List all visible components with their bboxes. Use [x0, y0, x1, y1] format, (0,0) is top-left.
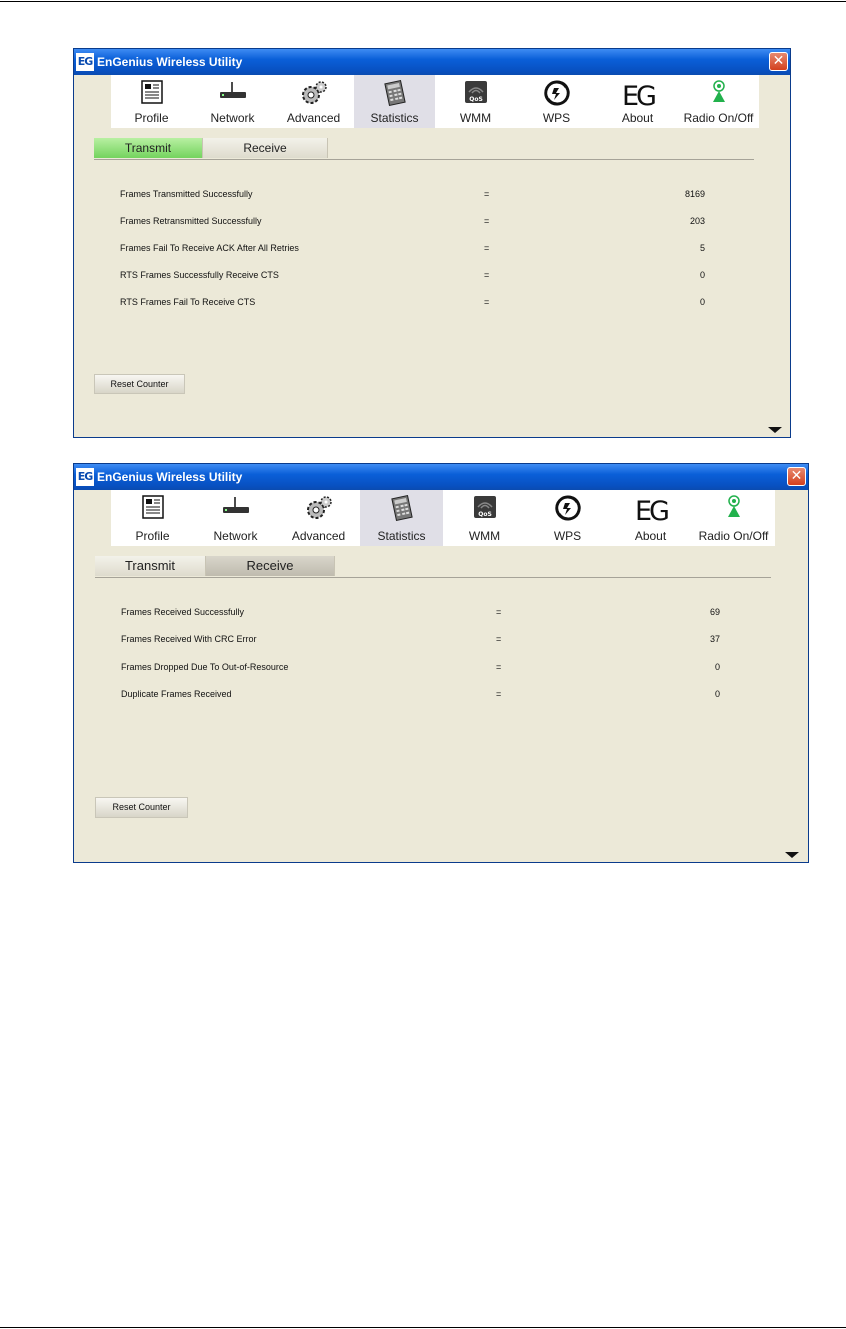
app-logo-icon: EG	[76, 468, 94, 486]
calculator-icon	[391, 495, 413, 521]
wmm-badge-text: QoS	[468, 96, 483, 103]
toolbar-profile-label: Profile	[134, 111, 169, 125]
stat-value: 8169	[684, 189, 705, 199]
stat-value: 0	[699, 270, 705, 280]
main-toolbar	[111, 75, 759, 128]
calculator-icon	[384, 80, 406, 106]
stat-equals: =	[496, 607, 502, 617]
tab-divider	[94, 159, 754, 160]
stat-label: RTS Frames Fail To Receive CTS	[120, 297, 256, 307]
toolbar-statistics-label: Statistics	[370, 111, 419, 125]
close-button[interactable]: ✕	[787, 467, 806, 486]
tab-receive[interactable]: Receive	[203, 138, 328, 158]
stat-label: Duplicate Frames Received	[121, 689, 232, 699]
tab-divider	[95, 577, 771, 578]
stat-equals: =	[484, 189, 490, 199]
toolbar-network-button[interactable]	[194, 490, 277, 546]
toolbar-statistics-button[interactable]	[354, 75, 435, 128]
wps-icon	[544, 80, 570, 106]
about-logo-text: EG	[621, 81, 654, 108]
toolbar-network-label: Network	[210, 111, 255, 125]
stat-equals: =	[496, 634, 502, 644]
stat-value: 37	[709, 634, 720, 644]
utility-window-receive	[73, 463, 809, 863]
toolbar-statistics-label: Statistics	[377, 529, 426, 543]
eg-logo-icon	[621, 80, 655, 108]
stat-equals: =	[484, 270, 490, 280]
app-logo-icon: EG	[76, 53, 94, 71]
toolbar-profile-label: Profile	[135, 529, 170, 543]
toolbar-about-label: About	[621, 111, 654, 125]
toolbar-advanced-button[interactable]	[273, 75, 354, 128]
reset-counter-button[interactable]: Reset Counter	[95, 797, 188, 818]
toolbar-about-button[interactable]	[597, 75, 678, 128]
tab-transmit[interactable]: Transmit	[94, 138, 203, 158]
window-title: EnGenius Wireless Utility	[97, 470, 243, 484]
stat-equals: =	[496, 689, 502, 699]
toolbar-radio-label: Radio On/Off	[698, 529, 769, 543]
toolbar-wmm-button[interactable]	[435, 75, 516, 128]
about-logo-text: EG	[634, 496, 667, 523]
toolbar-about-label: About	[634, 529, 667, 543]
toolbar-radio-label: Radio On/Off	[683, 111, 754, 125]
stat-label: Frames Received With CRC Error	[121, 634, 257, 644]
toolbar-about-button[interactable]	[609, 490, 692, 546]
toolbar-wps-button[interactable]	[526, 490, 609, 546]
stat-label: Frames Transmitted Successfully	[120, 189, 253, 199]
toolbar-wps-label: WPS	[553, 529, 582, 543]
stat-value: 69	[709, 607, 720, 617]
radio-icon	[710, 80, 728, 104]
toolbar-statistics-button[interactable]	[360, 490, 443, 546]
scroll-down-icon[interactable]	[785, 852, 799, 858]
stat-label: Frames Retransmitted Successfully	[120, 216, 262, 226]
toolbar-wps-button[interactable]	[516, 75, 597, 128]
window-title: EnGenius Wireless Utility	[97, 55, 243, 69]
toolbar-wmm-label: WMM	[468, 529, 501, 543]
stats-tabs	[94, 138, 328, 158]
stat-equals: =	[496, 662, 502, 672]
stat-label: Frames Fail To Receive ACK After All Retries	[120, 243, 299, 253]
stat-equals: =	[484, 243, 490, 253]
gears-icon	[305, 495, 333, 521]
wps-icon	[555, 495, 581, 521]
toolbar-radio-button[interactable]	[692, 490, 775, 546]
stat-equals: =	[484, 297, 490, 307]
stat-label: RTS Frames Successfully Receive CTS	[120, 270, 279, 280]
profile-icon	[142, 495, 164, 519]
profile-icon	[141, 80, 163, 104]
stat-value: 5	[699, 243, 705, 253]
toolbar-profile-button[interactable]	[111, 75, 192, 128]
qos-icon	[464, 80, 488, 104]
main-toolbar	[111, 490, 775, 546]
gears-icon	[300, 80, 328, 106]
page-top-rule	[0, 1, 846, 2]
toolbar-wmm-button[interactable]	[443, 490, 526, 546]
eg-logo-icon	[634, 495, 668, 523]
stat-value: 0	[714, 689, 720, 699]
title-bar[interactable]	[74, 464, 808, 490]
toolbar-network-button[interactable]	[192, 75, 273, 128]
toolbar-network-label: Network	[213, 529, 258, 543]
toolbar-wmm-label: WMM	[459, 111, 492, 125]
title-bar[interactable]	[74, 49, 790, 75]
stat-equals: =	[484, 216, 490, 226]
wmm-badge-text: QoS	[477, 511, 492, 518]
page-bottom-rule	[0, 1327, 846, 1328]
toolbar-advanced-label: Advanced	[286, 111, 341, 125]
router-icon	[218, 80, 248, 102]
toolbar-advanced-label: Advanced	[291, 529, 346, 543]
radio-icon	[725, 495, 743, 519]
toolbar-wps-label: WPS	[542, 111, 571, 125]
stat-value: 203	[689, 216, 705, 226]
stat-value: 0	[714, 662, 720, 672]
tab-transmit[interactable]: Transmit	[95, 556, 206, 576]
toolbar-radio-button[interactable]	[678, 75, 759, 128]
tab-receive[interactable]: Receive	[206, 556, 335, 576]
qos-icon	[473, 495, 497, 519]
router-icon	[221, 495, 251, 517]
stat-value: 0	[699, 297, 705, 307]
stat-label: Frames Dropped Due To Out-of-Resource	[121, 662, 289, 672]
reset-counter-button[interactable]: Reset Counter	[94, 374, 185, 394]
toolbar-advanced-button[interactable]	[277, 490, 360, 546]
stats-tabs	[95, 556, 335, 576]
toolbar-profile-button[interactable]	[111, 490, 194, 546]
stat-label: Frames Received Successfully	[121, 607, 245, 617]
utility-window-transmit	[73, 48, 791, 438]
close-button[interactable]: ✕	[769, 52, 788, 71]
scroll-down-icon[interactable]	[768, 427, 782, 433]
